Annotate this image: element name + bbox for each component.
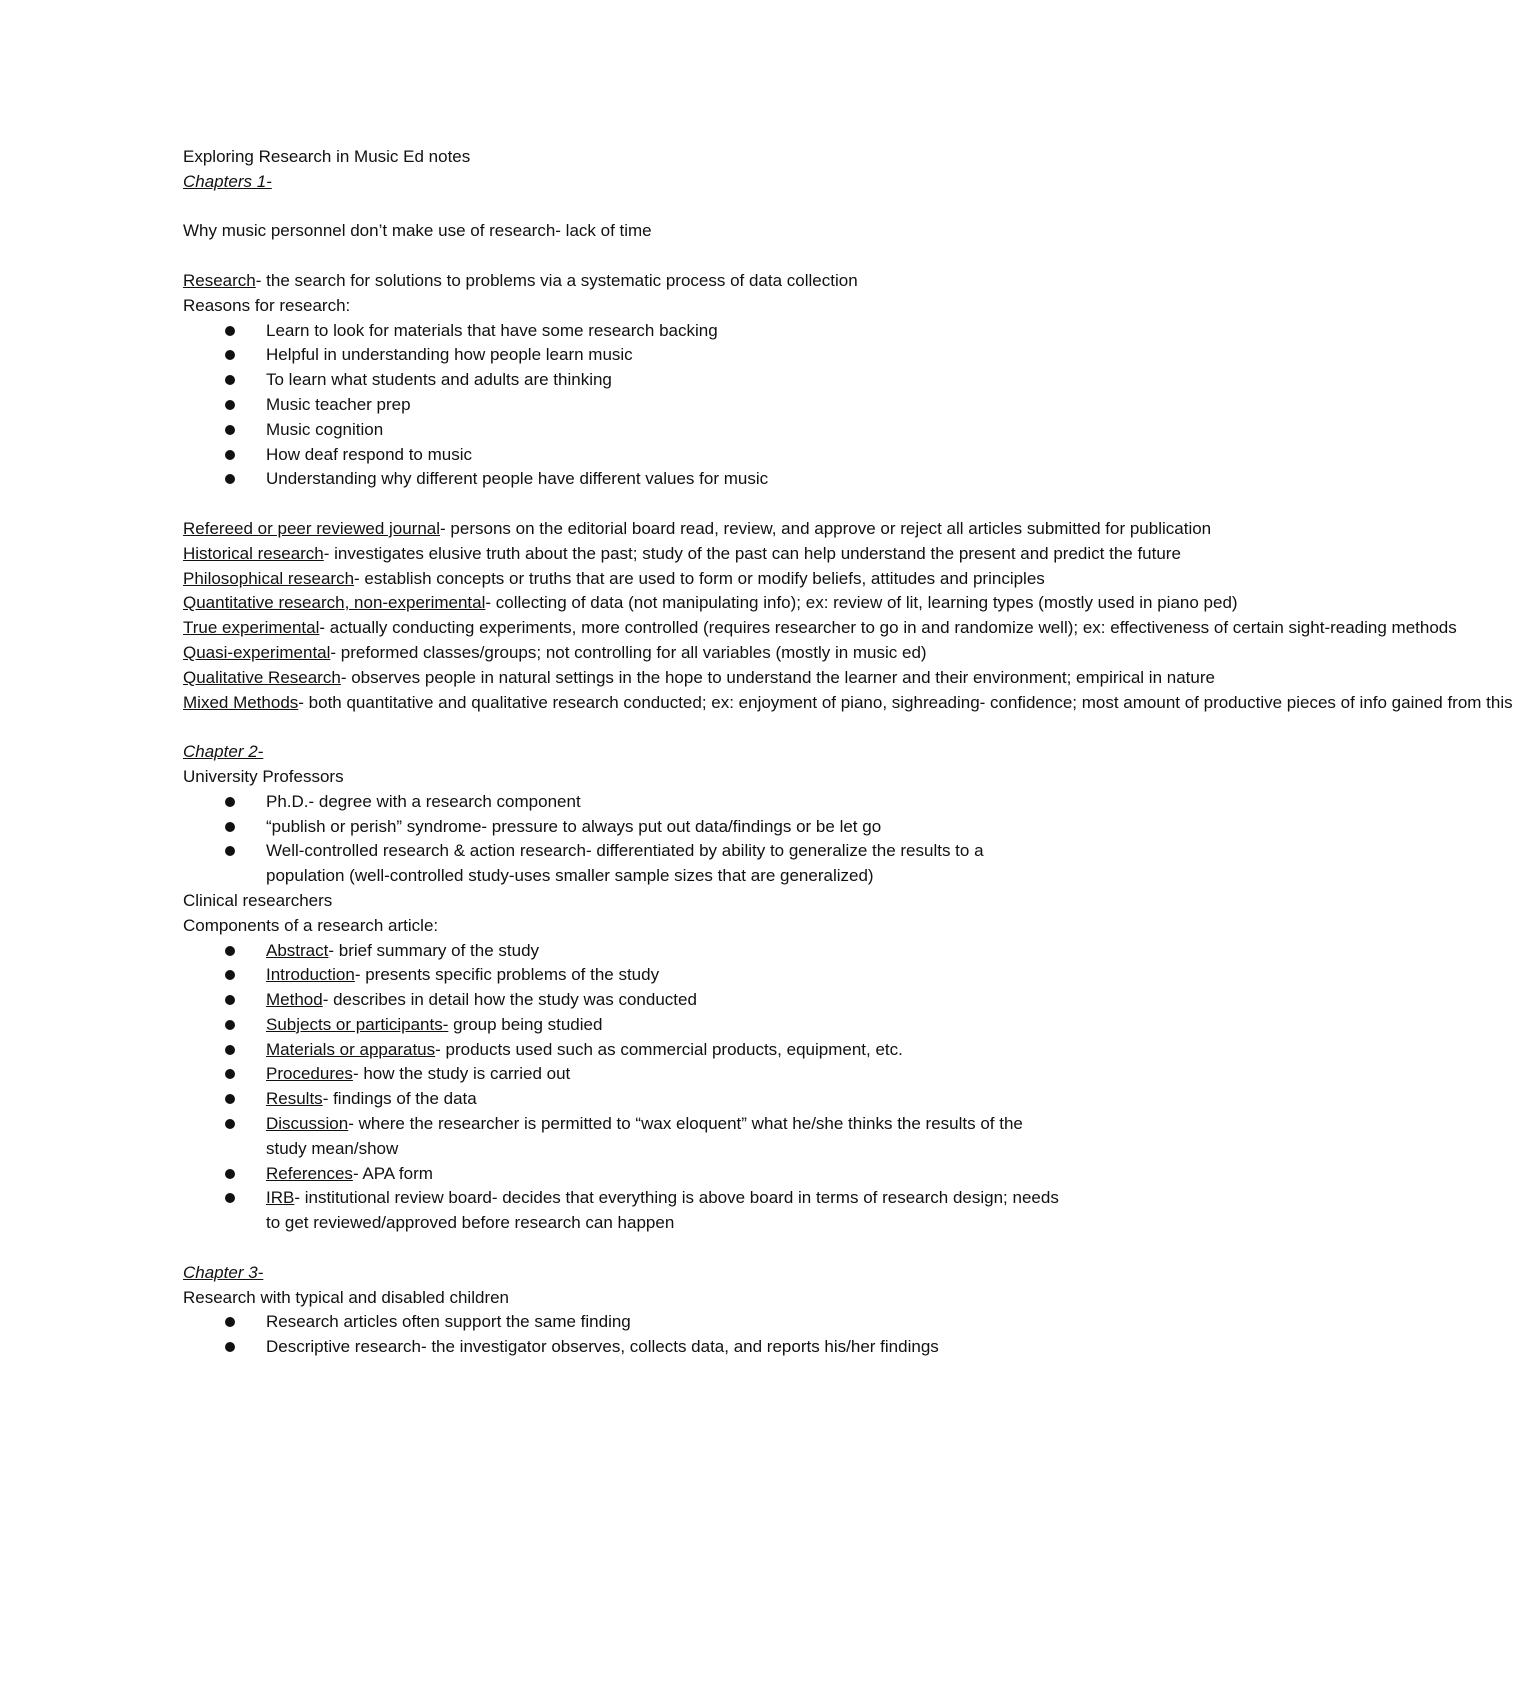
list-item-text: How deaf respond to music xyxy=(266,444,472,464)
why-music-personnel-line: Why music personnel don’t make use of research- lack of time xyxy=(183,221,652,241)
list-item xyxy=(266,839,1063,889)
list-item xyxy=(266,319,1063,344)
term-text: - APA form xyxy=(352,1163,433,1183)
research-definition xyxy=(183,269,1063,294)
term: IRB xyxy=(266,1188,295,1208)
term: Historical research xyxy=(183,543,324,563)
term-text: - presents specific problems of the study xyxy=(354,965,660,985)
def-qualitative-research xyxy=(183,666,1215,691)
list-item xyxy=(266,393,1063,418)
term: Introduction xyxy=(266,965,355,985)
list-item xyxy=(266,815,1063,840)
spacer xyxy=(183,1236,1063,1261)
list-item xyxy=(266,1062,1063,1087)
term-text: - investigates elusive truth about the past; study of the past can help understand the present and predict the future xyxy=(323,543,1181,563)
def-quasi-experimental xyxy=(183,641,1063,666)
def-mixed-methods xyxy=(183,691,1513,716)
def-philosophical-research xyxy=(183,567,1063,592)
document-title: Exploring Research in Music Ed notes xyxy=(183,147,471,166)
list-item-text: Helpful in understanding how people learn music xyxy=(266,345,633,365)
list-item xyxy=(266,1335,1063,1360)
chapter-1-heading: Chapters 1- xyxy=(183,171,272,191)
bullet-icon xyxy=(225,1045,235,1055)
bullet-icon xyxy=(225,1119,235,1129)
def-historical-research xyxy=(183,542,1181,567)
list-item xyxy=(266,368,1063,393)
list-item xyxy=(266,790,1063,815)
bullet-icon xyxy=(225,1342,235,1352)
list-item xyxy=(266,988,1063,1013)
chapter-3-heading: Chapter 3- xyxy=(183,1262,264,1282)
bullet-icon xyxy=(225,1169,235,1179)
bullet-icon xyxy=(225,822,235,832)
term-text: - actually conducting experiments, more controlled (requires researcher to go in and randomize well); ex: effectiveness of certain sight-reading methods xyxy=(319,618,1457,638)
term: Materials or apparatus xyxy=(266,1039,436,1059)
term-text: - where the researcher is permitted to “wax eloquent” what he/she thinks the results of the study mean/show xyxy=(266,1114,1023,1158)
term-text: - persons on the editorial board read, review, and approve or reject all articles submitted for publication xyxy=(440,518,1212,538)
reasons-label: Reasons for research: xyxy=(183,295,351,315)
list-item xyxy=(266,939,1063,964)
list-item-text: Music teacher prep xyxy=(266,394,411,414)
list-item xyxy=(266,1310,1063,1335)
list-item xyxy=(266,418,1063,443)
reasons-list xyxy=(183,319,1063,493)
term: Method xyxy=(266,990,323,1010)
bullet-icon xyxy=(225,1094,235,1104)
spacer xyxy=(183,244,1063,269)
list-item-text: Descriptive research- the investigator observes, collects data, and reports his/her findings xyxy=(266,1337,939,1357)
list-item-text: Music cognition xyxy=(266,419,384,439)
def-refereed-journal xyxy=(183,517,1212,542)
term: Subjects or participants- xyxy=(266,1014,449,1034)
list-item-text: To learn what students and adults are thinking xyxy=(266,370,612,390)
term: Discussion xyxy=(266,1114,349,1134)
term-text: group being studied xyxy=(448,1014,603,1034)
bullet-icon xyxy=(225,970,235,980)
bullet-icon xyxy=(225,400,235,410)
spacer xyxy=(183,195,1063,220)
term-text: - describes in detail how the study was conducted xyxy=(322,990,697,1010)
def-true-experimental xyxy=(183,616,1457,641)
document-page xyxy=(183,145,1513,1360)
bullet-icon xyxy=(225,946,235,956)
bullet-icon xyxy=(225,326,235,336)
term: Mixed Methods xyxy=(183,692,299,712)
term-text: - products used such as commercial products, equipment, etc. xyxy=(435,1039,903,1059)
bullet-icon xyxy=(225,1020,235,1030)
term: True experimental xyxy=(183,618,320,638)
term: Procedures xyxy=(266,1064,353,1084)
term-text: - brief summary of the study xyxy=(328,940,540,960)
term: Abstract xyxy=(266,940,329,960)
university-professors-label: University Professors xyxy=(183,766,344,786)
bullet-icon xyxy=(225,846,235,856)
bullet-icon xyxy=(225,1317,235,1327)
list-item-text: Well-controlled research & action research- differentiated by ability to generalize the results to a population (well-controlled study-uses smaller sample sizes that are generalized) xyxy=(266,841,984,886)
term-text: - collecting of data (not manipulating info); ex: review of lit, learning types (mostly used in piano ped) xyxy=(485,593,1238,613)
list-item-text: Research articles often support the same finding xyxy=(266,1312,631,1332)
bullet-icon xyxy=(225,450,235,460)
list-item xyxy=(266,343,1063,368)
bullet-icon xyxy=(225,797,235,807)
list-item xyxy=(266,1112,1063,1162)
term: Results xyxy=(266,1089,323,1109)
list-item-text: Learn to look for materials that have some research backing xyxy=(266,320,718,340)
bullet-icon xyxy=(225,995,235,1005)
spacer xyxy=(183,492,1063,517)
spacer xyxy=(183,715,1063,740)
def-quantitative-research xyxy=(183,591,1238,616)
term-text: - both quantitative and qualitative research conducted; ex: enjoyment of piano, sighreading- confidence; most amount of productive pieces of info gained from this xyxy=(298,692,1513,712)
term: Refereed or peer reviewed journal xyxy=(183,518,441,538)
term-text: - preformed classes/groups; not controlling for all variables (mostly in music ed) xyxy=(330,642,927,662)
chapter-3-list xyxy=(183,1310,1063,1360)
list-item-text: “publish or perish” syndrome- pressure to always put out data/findings or be let go xyxy=(266,816,882,836)
bullet-icon xyxy=(225,350,235,360)
bullet-icon xyxy=(225,1069,235,1079)
chapter-2-heading: Chapter 2- xyxy=(183,742,264,762)
term-text: - observes people in natural settings in the hope to understand the learner and their environment; empirical in nature xyxy=(340,667,1215,687)
list-item xyxy=(266,1038,1063,1063)
term-text: - establish concepts or truths that are used to form or modify beliefs, attitudes and principles xyxy=(354,568,1045,588)
term: References xyxy=(266,1163,353,1183)
term: Quasi-experimental xyxy=(183,642,331,662)
term: Philosophical research xyxy=(183,568,355,588)
term-text: - findings of the data xyxy=(322,1089,477,1109)
typical-disabled-label: Research with typical and disabled children xyxy=(183,1287,510,1307)
list-item xyxy=(266,963,1063,988)
list-item xyxy=(266,1162,1063,1187)
bullet-icon xyxy=(225,474,235,484)
list-item xyxy=(266,443,1063,468)
research-def-text: - the search for solutions to problems via a systematic process of data collection xyxy=(255,270,858,290)
list-item-text: Understanding why different people have different values for music xyxy=(266,469,769,489)
list-item xyxy=(266,1186,1063,1236)
bullet-icon xyxy=(225,425,235,435)
professors-list xyxy=(183,790,1063,889)
clinical-researchers-label: Clinical researchers xyxy=(183,890,333,910)
term-text: - institutional review board- decides that everything is above board in terms of research design; needs to get reviewed/approved before research can happen xyxy=(266,1188,1059,1233)
list-item-text: Ph.D.- degree with a research component xyxy=(266,791,581,811)
term-text: - how the study is carried out xyxy=(352,1064,571,1084)
research-term: Research xyxy=(183,270,256,290)
term: Quantitative research, non-experimental xyxy=(183,593,486,613)
components-list xyxy=(183,939,1063,1237)
bullet-icon xyxy=(225,375,235,385)
components-label: Components of a research article: xyxy=(183,915,439,935)
list-item xyxy=(266,1013,1063,1038)
list-item xyxy=(266,467,1063,492)
bullet-icon xyxy=(225,1193,235,1203)
term: Qualitative Research xyxy=(183,667,341,687)
list-item xyxy=(266,1087,1063,1112)
